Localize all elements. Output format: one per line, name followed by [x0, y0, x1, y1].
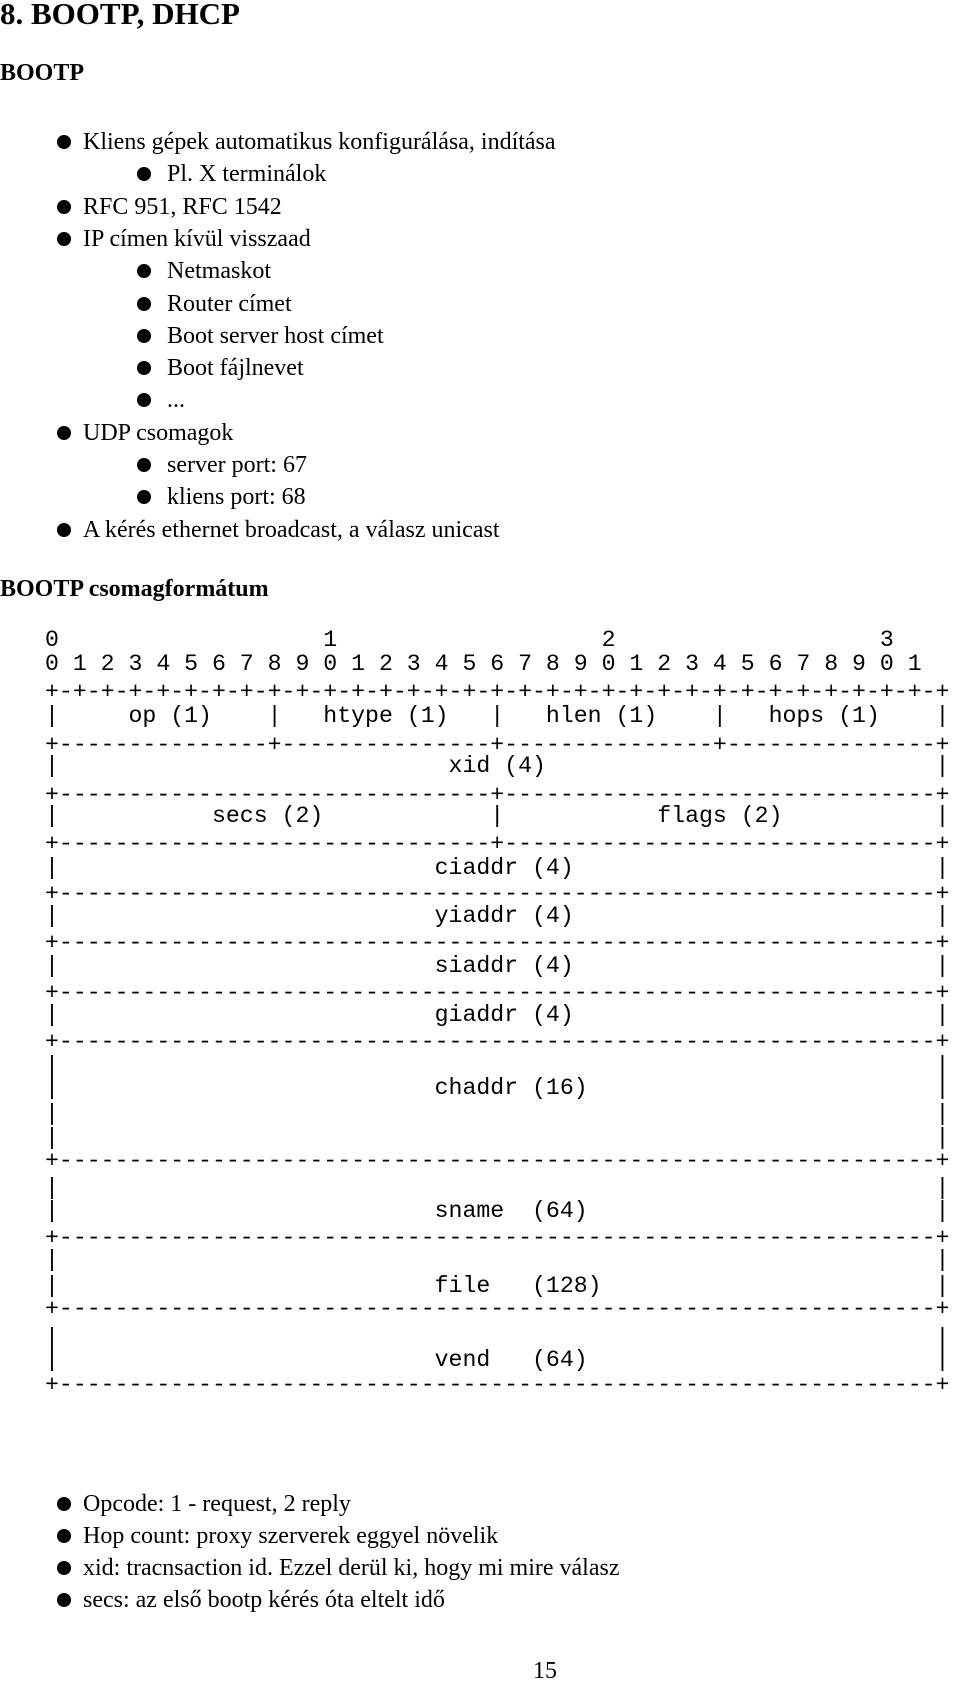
diagram-row: 0 1 2 3 4 5 6 7 8 9 0 1 2 3 4 5 6 7 8 9 0 1 2 3 4 5 6 7 8 9 0 1: [45, 651, 922, 677]
list-item: server port: 67: [167, 452, 307, 478]
diagram-row: | |: [45, 1325, 950, 1351]
page-title: 8. BOOTP, DHCP: [0, 0, 240, 31]
bullet-icon: [137, 264, 151, 278]
diagram-row: | |: [45, 1247, 950, 1273]
bullet-icon: [137, 167, 151, 181]
diagram-row: | |: [45, 1175, 950, 1201]
diagram-row: | sname (64) |: [45, 1198, 950, 1224]
bullet-icon: [137, 458, 151, 472]
section-heading-bootp: BOOTP: [0, 60, 85, 86]
diagram-row: +---------------------------------------------------------------+: [45, 980, 950, 1006]
bullet-icon: [137, 490, 151, 504]
page-number: 15: [533, 1658, 557, 1684]
diagram-row: +---------------------------------------------------------------+: [45, 1148, 950, 1174]
diagram-row: +---------------------------------------------------------------+: [45, 930, 950, 956]
bullet-icon: [57, 523, 71, 537]
diagram-row: | secs (2) | flags (2) |: [45, 803, 950, 829]
list-item: UDP csomagok: [83, 419, 234, 446]
list-item: Netmaskot: [167, 258, 271, 285]
list-item: Kliens gépek automatikus konfigurálása, indítása: [83, 129, 556, 155]
list-item: RFC 951, RFC 1542: [83, 193, 282, 220]
bullet-icon: [137, 297, 151, 311]
diagram-row: | |: [45, 1053, 950, 1079]
diagram-row: +---------------------------------------------------------------+: [45, 1296, 950, 1322]
list-item: secs: az első bootp kérés óta eltelt idő: [83, 1587, 445, 1613]
bullet-icon: [137, 329, 151, 343]
diagram-row: +---------------------------------------------------------------+: [45, 881, 950, 907]
diagram-row: +---------------+---------------+---------------+---------------+: [45, 732, 950, 758]
diagram-row: +-------------------------------+-------------------------------+: [45, 831, 950, 857]
bullet-icon: [137, 393, 151, 407]
list-item: Opcode: 1 - request, 2 reply: [83, 1491, 351, 1517]
list-item: Boot fájlnevet: [167, 355, 304, 382]
bullet-icon: [57, 135, 71, 149]
list-item: Hop count: proxy szerverek eggyel növelik: [83, 1523, 499, 1549]
diagram-row: | siaddr (4) |: [45, 953, 950, 979]
diagram-row: +---------------------------------------------------------------+: [45, 1372, 950, 1398]
list-item: A kérés ethernet broadcast, a válasz unicast: [83, 516, 500, 543]
diagram-row: 0 1 2 3: [45, 627, 894, 653]
list-item: Router címet: [167, 290, 292, 317]
diagram-row: | xid (4) |: [45, 753, 950, 779]
list-item: IP címen kívül visszaad: [83, 225, 311, 252]
diagram-row: +-------------------------------+-------------------------------+: [45, 782, 950, 808]
diagram-row: +---------------------------------------------------------------+: [45, 1029, 950, 1055]
diagram-row: | vend (64) |: [45, 1347, 950, 1373]
list-item: Pl. X terminálok: [167, 161, 327, 188]
diagram-row: | yiaddr (4) |: [45, 903, 950, 929]
diagram-row: | giaddr (4) |: [45, 1002, 950, 1028]
bullet-icon: [57, 1529, 71, 1543]
bullet-icon: [57, 426, 71, 440]
diagram-row: +-+-+-+-+-+-+-+-+-+-+-+-+-+-+-+-+-+-+-+-+-+-+-+-+-+-+-+-+-+-+-+-+: [45, 679, 950, 705]
list-item: ...: [167, 387, 185, 414]
diagram-row: | |: [45, 1125, 950, 1151]
diagram-row: | file (128) |: [45, 1273, 950, 1299]
diagram-row: | chaddr (16) |: [45, 1075, 950, 1101]
diagram-row: +---------------------------------------------------------------+: [45, 1225, 950, 1251]
list-item: Boot server host címet: [167, 322, 384, 349]
bullet-icon: [57, 1561, 71, 1575]
diagram-row: | op (1) | htype (1) | hlen (1) | hops (1) |: [45, 703, 950, 729]
bullet-icon: [57, 1497, 71, 1511]
list-item: kliens port: 68: [167, 484, 306, 511]
bullet-icon: [137, 361, 151, 375]
diagram-row: | |: [45, 1101, 950, 1127]
bullet-icon: [57, 232, 71, 246]
section-heading-packet-format: BOOTP csomagformátum: [0, 576, 269, 602]
diagram-row: | ciaddr (4) |: [45, 855, 950, 881]
bullet-icon: [57, 1593, 71, 1607]
bullet-icon: [57, 200, 71, 214]
list-item: xid: tracnsaction id. Ezzel derül ki, hogy mi mire válasz: [83, 1555, 620, 1581]
